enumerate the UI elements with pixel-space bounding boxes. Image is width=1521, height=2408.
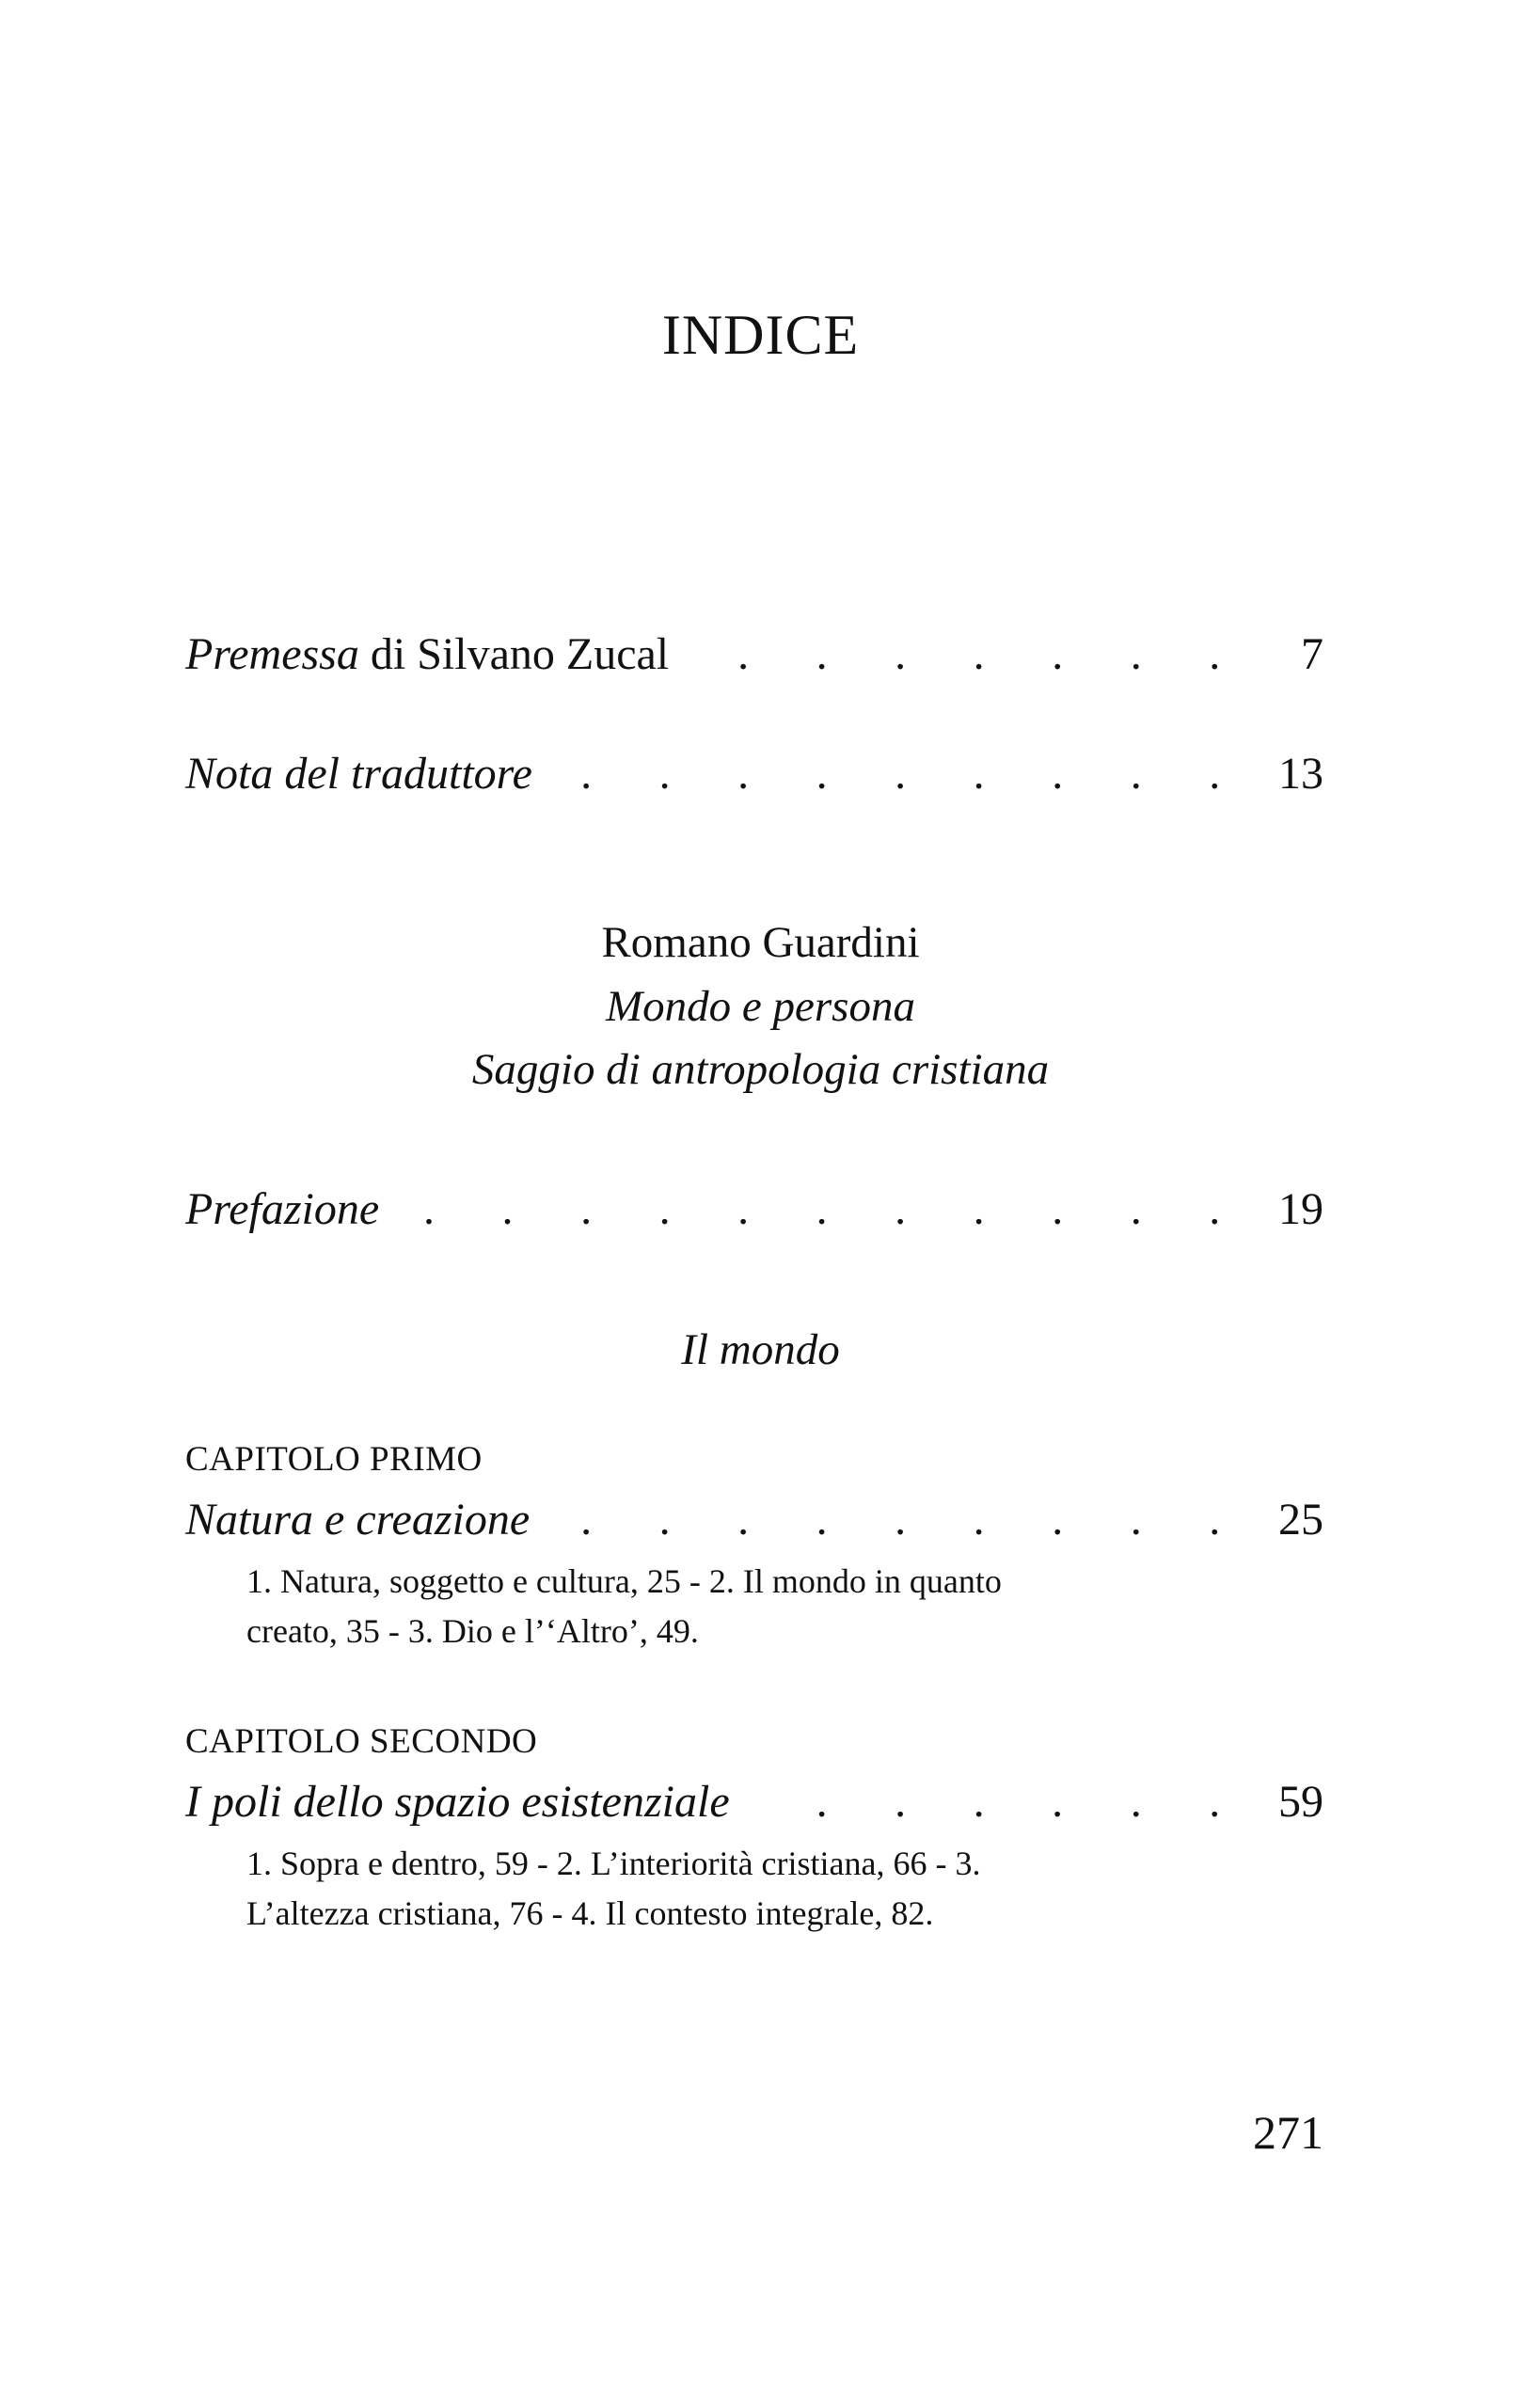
chapter-summary xyxy=(246,1839,1187,1939)
chapter-heading: CAPITOLO PRIMO xyxy=(185,1440,483,1479)
toc-entry-premessa[interactable] xyxy=(185,628,1323,680)
work-author: Romano Guardini xyxy=(601,918,920,967)
summary-line: creato, 35 - 3. Dio e l’‘Altro’, 49. xyxy=(246,1612,699,1650)
chapter-summary xyxy=(246,1557,1187,1656)
toc-entry-page: 59 xyxy=(1278,1777,1323,1827)
work-title: Mondo e persona xyxy=(606,982,915,1031)
leader-dots: . . . . . . . . . xyxy=(580,1495,1248,1545)
toc-entry-page: 19 xyxy=(1278,1184,1323,1234)
toc-entry-label: Prefazione xyxy=(185,1184,380,1234)
toc-entry-chapter-1[interactable] xyxy=(185,1494,1323,1545)
work-subtitle: Saggio di antropologia cristiana xyxy=(471,1045,1050,1094)
toc-entry-page: 13 xyxy=(1278,749,1323,799)
toc-entry-label: Premessa di Silvano Zucal xyxy=(185,629,670,679)
summary-line: L’altezza cristiana, 76 - 4. Il contesto integrale, 82. xyxy=(246,1894,934,1932)
page-number: 271 xyxy=(1253,2106,1323,2159)
toc-entry-chapter-2[interactable] xyxy=(185,1776,1323,1828)
toc-entry-prefazione[interactable] xyxy=(185,1183,1323,1235)
summary-line: 1. Sopra e dentro, 59 - 2. L’interiorità cristiana, 66 - 3. xyxy=(246,1845,981,1882)
toc-entry-label: I poli dello spazio esistenziale xyxy=(185,1777,730,1827)
page-title: INDICE xyxy=(661,304,860,366)
leader-dots: . . . . . . . . . xyxy=(580,749,1248,799)
leader-dots: . . . . . . . xyxy=(737,629,1248,679)
leader-dots: . . . . . . xyxy=(816,1777,1248,1827)
chapter-heading: CAPITOLO SECONDO xyxy=(185,1722,538,1761)
toc-entry-label: Natura e creazione xyxy=(185,1495,531,1545)
part-title: Il mondo xyxy=(681,1325,840,1374)
summary-line: 1. Natura, soggetto e cultura, 25 - 2. Il mondo in quanto xyxy=(246,1562,1002,1600)
toc-entry-label: Nota del traduttore xyxy=(185,749,532,799)
toc-entry-nota-del-traduttore[interactable] xyxy=(185,748,1323,800)
leader-dots: . . . . . . . . . . . xyxy=(423,1184,1248,1234)
toc-entry-page: 25 xyxy=(1278,1495,1323,1545)
toc-entry-page: 7 xyxy=(1301,629,1323,679)
